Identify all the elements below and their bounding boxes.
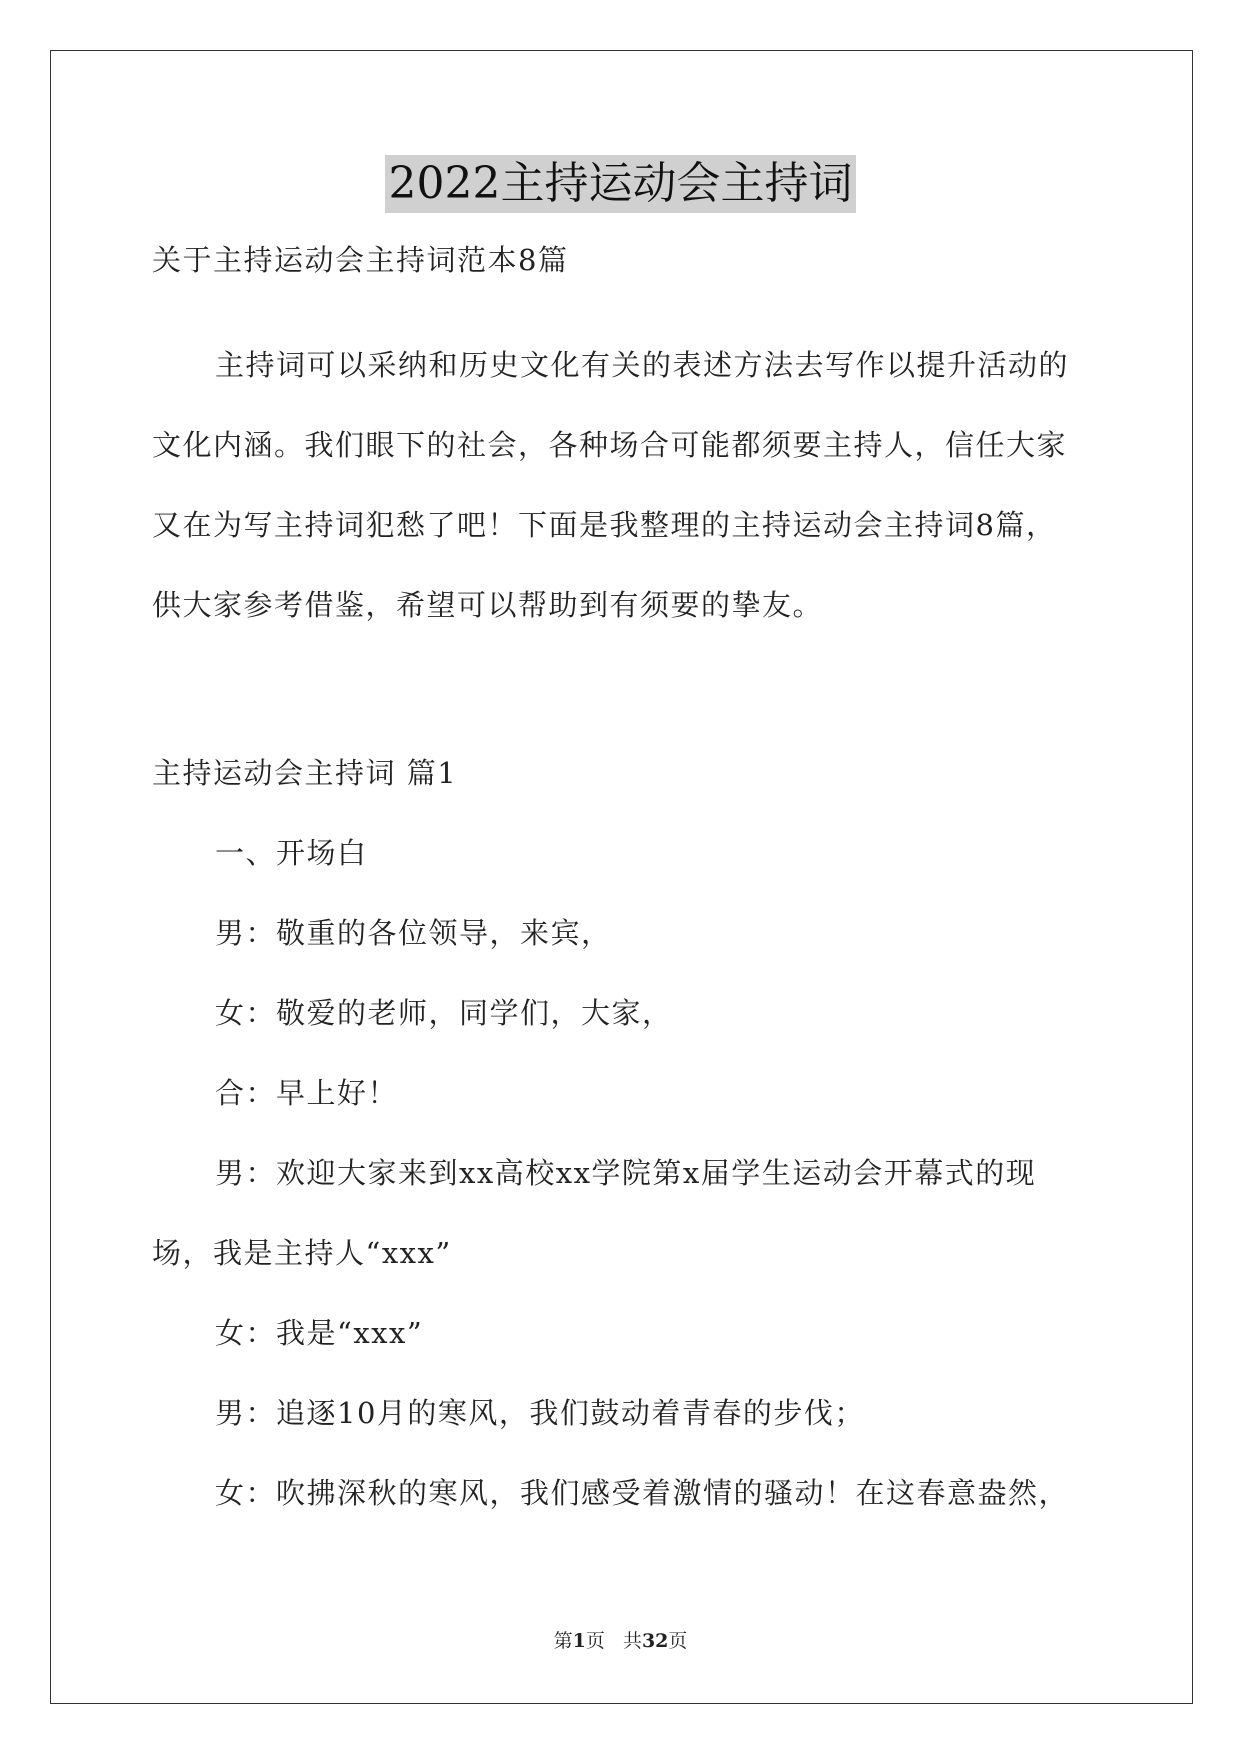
body-line-1: 一、开场白 <box>215 836 368 870</box>
body-line-9: 女：吹拂深秋的寒风，我们感受着激情的骚动！在这春意盎然， <box>215 1476 1070 1510</box>
intro-line-1: 主持词可以采纳和历史文化有关的表述方法去写作以提升活动的 <box>215 348 1070 382</box>
footer-page-current: 1 <box>572 1630 586 1652</box>
title-container <box>0 155 1241 213</box>
intro-line-3: 又在为写主持词犯愁了吧！下面是我整理的主持运动会主持词8篇， <box>152 508 1057 542</box>
intro-line-2: 文化内涵。我们眼下的社会，各种场合可能都须要主持人，信任大家 <box>152 428 1068 462</box>
body-line-5: 男：欢迎大家来到xx高校xx学院第x届学生运动会开幕式的现 <box>215 1156 1037 1190</box>
document-title: 2022主持运动会主持词 <box>385 155 857 213</box>
footer-page-mid: 页 共 <box>585 1630 642 1652</box>
page-border <box>50 50 1193 1704</box>
body-line-6: 场，我是主持人“xxx” <box>152 1236 452 1270</box>
body-line-8: 男：追逐10月的寒风，我们鼓动着青春的步伐； <box>215 1396 865 1430</box>
footer-page-suffix: 页 <box>668 1630 688 1652</box>
body-line-4: 合：早上好！ <box>215 1076 399 1110</box>
intro-line-4: 供大家参考借鉴，希望可以帮助到有须要的挚友。 <box>152 588 824 622</box>
body-line-7: 女：我是“xxx” <box>215 1316 424 1350</box>
body-line-3: 女：敬爱的老师，同学们，大家， <box>215 996 673 1030</box>
section-heading: 主持运动会主持词 篇1 <box>152 756 458 790</box>
page-footer <box>0 1628 1241 1654</box>
document-subtitle: 关于主持运动会主持词范本8篇 <box>152 243 569 277</box>
body-line-2: 男：敬重的各位领导，来宾， <box>215 916 612 950</box>
footer-page-prefix: 第 <box>553 1630 573 1652</box>
footer-page-total: 32 <box>641 1630 669 1652</box>
